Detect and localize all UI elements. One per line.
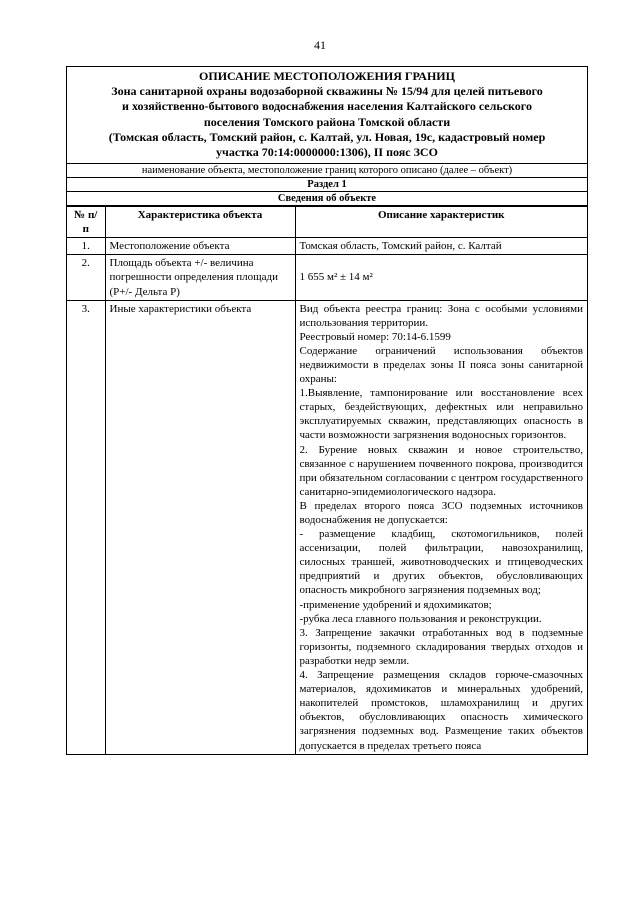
row-characteristic: Местоположение объекта bbox=[105, 238, 295, 255]
description-paragraph: -применение удобрений и ядохимикатов; bbox=[299, 598, 492, 611]
header-num: № п/п bbox=[67, 207, 105, 238]
table-row bbox=[67, 238, 587, 255]
table-header-row bbox=[67, 207, 587, 238]
object-info-table bbox=[67, 206, 587, 754]
row-num: 3. bbox=[67, 300, 105, 754]
header-description: Описание характеристик bbox=[295, 207, 587, 238]
description-paragraph: -рубка леса главного пользования и реконструкции. bbox=[299, 612, 542, 625]
title-line: участка 70:14:0000000:1306), II пояс ЗСО bbox=[216, 145, 438, 160]
row-description bbox=[295, 300, 587, 754]
row-num: 2. bbox=[67, 255, 105, 300]
description-paragraph: 4. Запрещение размещения складов горюче-смазочных материалов, ядохимикатов и минеральных удобрений, накопителей промстоков, шламохранилищ и других объектов, обусловливающих опасность химического загрязнения подземных вод. Размещение таких объектов допускается в пределах третьего пояса bbox=[299, 669, 583, 752]
title-line: и хозяйственно-бытового водоснабжения населения Калтайского сельского bbox=[122, 99, 532, 114]
title-line: Зона санитарной охраны водозаборной скважины № 15/94 для целей питьевого bbox=[111, 84, 543, 99]
object-caption: наименование объекта, местоположение границ которого описано (далее – объект) bbox=[67, 164, 587, 178]
description-paragraph: 1.Выявление, тампонирование или восстановление всех старых, бездействующих, дефектных или неправильно эксплуатируемых скважин, представляющих опасность в части возможности загрязнения водоносных горизонтов. bbox=[299, 387, 583, 442]
row-characteristic: Иные характеристики объекта bbox=[105, 300, 295, 754]
title-line: поселения Томского района Томской области bbox=[203, 114, 451, 129]
table-row bbox=[67, 255, 587, 300]
title-line: ОПИСАНИЕ МЕСТОПОЛОЖЕНИЯ ГРАНИЦ bbox=[199, 69, 455, 83]
row-characteristic: Площадь объекта +/- величина погрешности определения площади (Р+/- Дельта Р) bbox=[105, 255, 295, 300]
description-paragraph: 2. Бурение новых скважин и новое строительство, связанное с нарушением почвенного покрова, производится при обязательном согласовании с центром государственного санитарно-эпидемиологического надзора. bbox=[299, 443, 583, 498]
table-row bbox=[67, 300, 587, 754]
row-description: Томская область, Томский район, с. Калтай bbox=[295, 238, 587, 255]
header-characteristic: Характеристика объекта bbox=[105, 207, 295, 238]
title-line: (Томская область, Томский район, с. Калтай, ул. Новая, 19с, кадастровый номер bbox=[108, 129, 546, 144]
row-description: 1 655 м² ± 14 м² bbox=[295, 255, 587, 300]
description-paragraph: В пределах второго пояса ЗСО подземных источников водоснабжения не допускается: bbox=[299, 499, 583, 526]
description-paragraph: Реестровый номер: 70:14-6.1599 bbox=[299, 330, 451, 343]
page-number: 41 bbox=[314, 38, 326, 52]
section-subtitle: Сведения об объекте bbox=[67, 192, 587, 206]
description-paragraph: Вид объекта реестра границ: Зона с особыми условиями использования территории. bbox=[299, 302, 583, 329]
description-paragraph: Содержание ограничений использования объектов недвижимости в пределах зоны II пояса зоны санитарной охраны: bbox=[299, 344, 583, 386]
document-title bbox=[67, 67, 587, 164]
document-form bbox=[66, 66, 588, 755]
row-num: 1. bbox=[67, 238, 105, 255]
description-paragraph: 3. Запрещение закачки отработанных вод в подземные горизонты, подземного складирования твердых отходов и разработки недр земли. bbox=[299, 626, 583, 667]
description-paragraph: - размещение кладбищ, скотомогильников, полей ассенизации, полей фильтрации, навозохранилищ, силосных траншей, животноводческих и птицеводческих предприятий и других объектов, обусловливающих опасность микробного загрязнения подземных вод; bbox=[299, 528, 583, 597]
section-label: Раздел 1 bbox=[67, 178, 587, 192]
